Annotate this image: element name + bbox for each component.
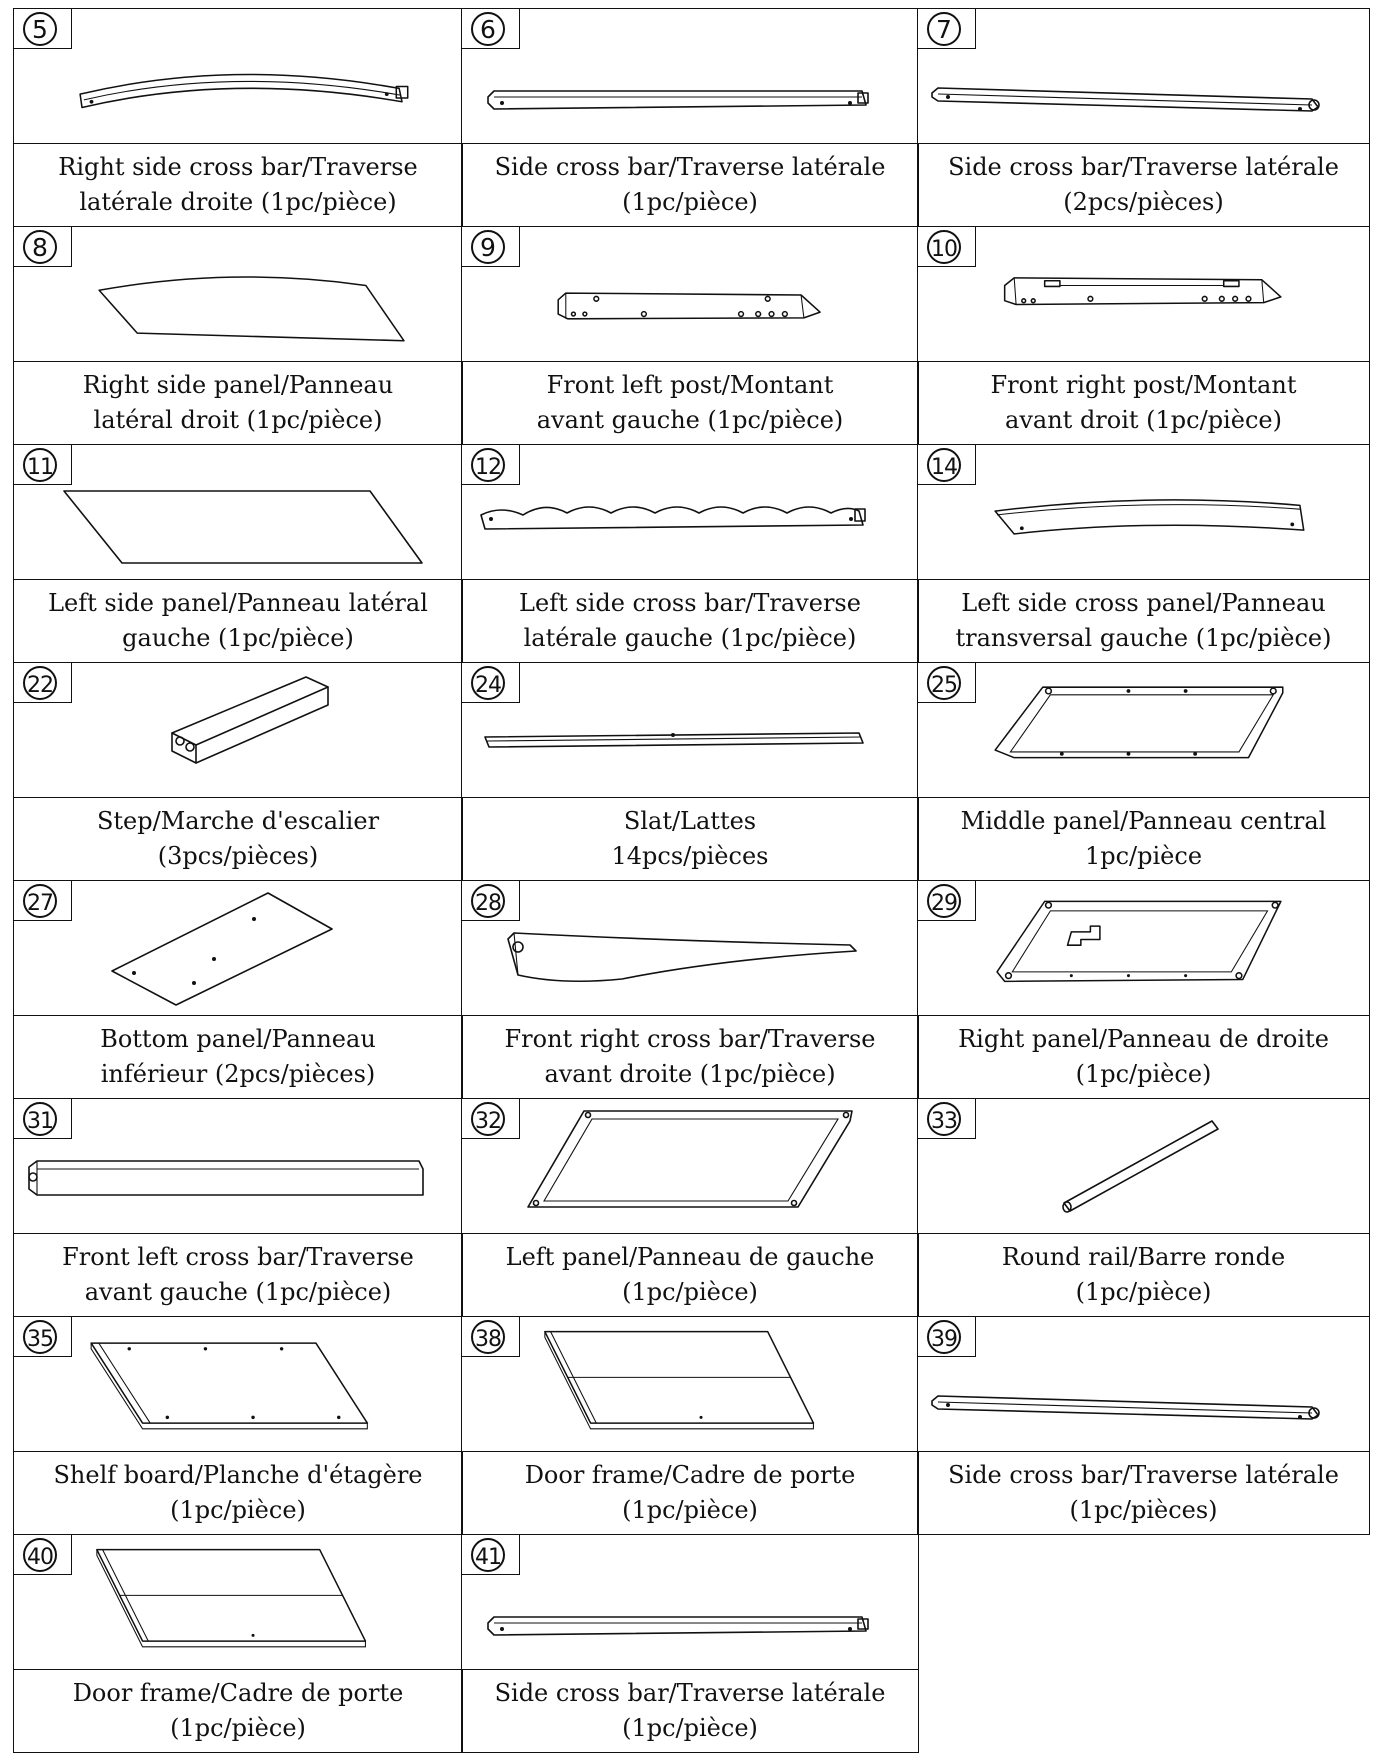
part-cell-11	[13, 444, 463, 663]
part-number: 7	[936, 15, 952, 44]
part-quantity-line: avant droite (1pc/pièce)	[544, 1060, 836, 1088]
part-quantity-line: (1pc/pièce)	[622, 188, 758, 216]
part-caption	[13, 1670, 463, 1753]
part-quantity-line: latérale gauche (1pc/pièce)	[523, 624, 857, 652]
part-illustration-area	[461, 8, 919, 144]
part-cell-10	[917, 226, 1370, 445]
part-number: 6	[480, 15, 496, 44]
part-illustration-area	[917, 880, 1370, 1016]
part-caption	[461, 144, 919, 227]
part-name-line-1: Door frame/Cadre de porte	[524, 1461, 856, 1489]
part-name-line-1: Side cross bar/Traverse latérale	[948, 1461, 1339, 1489]
part-cell-8	[13, 226, 463, 445]
slat-icon	[462, 671, 892, 791]
part-quantity-line: (1pc/pièces)	[1069, 1496, 1218, 1524]
part-quantity-line: (1pc/pièce)	[1075, 1060, 1212, 1088]
part-cell-40	[13, 1534, 463, 1753]
part-cell-24	[461, 662, 919, 881]
part-name-line-1: Right panel/Panneau de droite	[958, 1025, 1329, 1053]
part-quantity-line: gauche (1pc/pièce)	[122, 624, 354, 652]
curved-side-panel-icon	[42, 235, 442, 355]
part-number: 25	[931, 673, 957, 698]
part-name-line-1: Right side cross bar/Traverse	[58, 153, 418, 181]
part-caption	[461, 1234, 919, 1317]
curved-cross-bar-icon	[42, 17, 442, 137]
part-cell-33	[917, 1098, 1370, 1317]
part-caption	[917, 362, 1370, 445]
part-name-line-1: Step/Marche d'escalier	[96, 807, 380, 835]
part-name-line-1: Front left cross bar/Traverse	[62, 1243, 414, 1271]
part-illustration-area	[461, 880, 919, 1016]
part-name-line-1: Left panel/Panneau de gauche	[505, 1243, 875, 1271]
part-caption	[13, 1452, 463, 1535]
part-number: 24	[475, 673, 501, 698]
part-cell-6	[461, 8, 919, 227]
bottom-sheet-icon	[14, 889, 434, 1009]
parts-grid	[13, 8, 1370, 1745]
part-cell-35	[13, 1316, 463, 1535]
part-caption	[13, 362, 463, 445]
part-number: 12	[475, 455, 501, 480]
part-number: 28	[475, 891, 501, 916]
post-icon	[482, 235, 882, 355]
part-number: 10	[931, 237, 957, 262]
part-illustration-area	[13, 444, 463, 580]
part-illustration-area	[461, 444, 919, 580]
part-number: 31	[27, 1109, 53, 1134]
part-cell-39	[917, 1316, 1370, 1535]
part-number: 11	[27, 455, 53, 480]
part-number: 14	[931, 455, 957, 480]
arched-cross-panel-icon	[938, 453, 1338, 573]
part-quantity-line: inférieur (2pcs/pièces)	[100, 1060, 376, 1088]
part-caption	[461, 798, 919, 881]
part-illustration-area	[13, 662, 463, 798]
part-quantity-line: 14pcs/pièces	[611, 842, 769, 870]
door-frame-icon	[482, 1325, 882, 1445]
part-name-line-1: Front right post/Montant	[990, 371, 1297, 399]
part-illustration-area	[917, 8, 1370, 144]
part-name-line-1: Front right cross bar/Traverse	[504, 1025, 876, 1053]
part-quantity-line: (1pc/pièce)	[170, 1714, 306, 1742]
part-cell-14	[917, 444, 1370, 663]
part-illustration-area	[917, 444, 1370, 580]
frame-panel-icon	[938, 671, 1338, 791]
part-quantity-line: avant droit (1pc/pièce)	[1005, 406, 1282, 434]
part-cell-28	[461, 880, 919, 1099]
round-rail-icon	[928, 1107, 1348, 1227]
part-quantity-line: (1pc/pièce)	[1075, 1278, 1212, 1306]
part-quantity-line: 1pc/pièce	[1084, 842, 1203, 870]
part-illustration-area	[461, 1534, 919, 1670]
shelf-board-icon	[34, 1325, 434, 1445]
door-frame-icon	[34, 1543, 434, 1663]
part-caption	[461, 580, 919, 663]
wavy-cross-bar-icon	[462, 453, 892, 573]
part-caption	[13, 144, 463, 227]
part-number: 32	[475, 1109, 501, 1134]
part-illustration-area	[13, 1316, 463, 1452]
part-name-line-1: Side cross bar/Traverse latérale	[494, 153, 886, 181]
frame-with-notch-icon	[938, 889, 1338, 1009]
part-number: 40	[27, 1545, 53, 1570]
part-quantity-line: (1pc/pièce)	[622, 1496, 758, 1524]
part-quantity-line: (2pcs/pièces)	[1063, 188, 1224, 216]
straight-cross-bar-icon	[470, 1543, 890, 1663]
part-cell-7	[917, 8, 1370, 227]
part-illustration-area	[13, 8, 463, 144]
part-quantity-line: latérale droite (1pc/pièce)	[79, 188, 397, 216]
part-cell-12	[461, 444, 919, 663]
part-caption	[917, 1016, 1370, 1099]
part-name-line-1: Front left post/Montant	[546, 371, 834, 399]
part-number: 39	[931, 1327, 957, 1352]
part-caption	[917, 580, 1370, 663]
part-caption	[461, 1452, 919, 1535]
part-cell-9	[461, 226, 919, 445]
thin-cross-bar-icon	[918, 1325, 1338, 1445]
part-quantity-line: avant gauche (1pc/pièce)	[536, 406, 844, 434]
part-caption	[13, 1234, 463, 1317]
part-cell-25	[917, 662, 1370, 881]
open-frame-icon	[472, 1107, 892, 1227]
part-number: 27	[27, 891, 53, 916]
part-caption	[461, 1670, 919, 1753]
part-illustration-area	[13, 1098, 463, 1234]
part-quantity-line: transversal gauche (1pc/pièce)	[955, 624, 1332, 652]
straight-cross-bar-icon	[470, 17, 890, 137]
part-caption	[917, 798, 1370, 881]
part-caption	[917, 1452, 1370, 1535]
part-caption	[917, 144, 1370, 227]
part-name-line-1: Door frame/Cadre de porte	[72, 1679, 404, 1707]
part-caption	[917, 1234, 1370, 1317]
part-illustration-area	[917, 226, 1370, 362]
part-caption	[461, 1016, 919, 1099]
part-illustration-area	[917, 1098, 1370, 1234]
part-cell-27	[13, 880, 463, 1099]
part-name-line-1: Left side panel/Panneau latéral	[48, 589, 428, 617]
part-quantity-line: (1pc/pièce)	[622, 1278, 758, 1306]
part-number: 38	[475, 1327, 501, 1352]
part-name-line-1: Round rail/Barre ronde	[1001, 1243, 1286, 1271]
part-illustration-area	[461, 1098, 919, 1234]
long-beam-icon	[14, 1107, 444, 1227]
part-illustration-area	[917, 662, 1370, 798]
part-name-line-1: Slat/Lattes	[623, 807, 757, 835]
part-illustration-area	[461, 662, 919, 798]
part-name-line-1: Left side cross bar/Traverse	[519, 589, 861, 617]
part-number: 41	[475, 1545, 501, 1570]
step-box-icon	[34, 667, 454, 787]
part-quantity-line: (1pc/pièce)	[170, 1496, 306, 1524]
part-illustration-area	[13, 226, 463, 362]
curved-beam-icon	[472, 889, 892, 1009]
part-name-line-1: Side cross bar/Traverse latérale	[494, 1679, 886, 1707]
part-name-line-1: Right side panel/Panneau	[82, 371, 394, 399]
part-number: 9	[480, 233, 496, 262]
flat-panel-icon	[24, 447, 444, 567]
part-illustration-area	[13, 1534, 463, 1670]
part-number: 35	[27, 1327, 53, 1352]
part-caption	[13, 798, 463, 881]
part-caption	[13, 580, 463, 663]
part-number: 33	[931, 1109, 957, 1134]
part-name-line-1: Middle panel/Panneau central	[960, 807, 1327, 835]
part-cell-31	[13, 1098, 463, 1317]
part-illustration-area	[13, 880, 463, 1016]
part-number: 5	[32, 15, 48, 44]
part-number: 22	[27, 673, 53, 698]
part-caption	[461, 362, 919, 445]
part-cell-32	[461, 1098, 919, 1317]
part-name-line-1: Bottom panel/Panneau	[100, 1025, 376, 1053]
part-illustration-area	[917, 1316, 1370, 1452]
part-quantity-line: (1pc/pièce)	[622, 1714, 758, 1742]
part-quantity-line: latéral droit (1pc/pièce)	[93, 406, 383, 434]
part-cell-29	[917, 880, 1370, 1099]
part-cell-22	[13, 662, 463, 881]
part-quantity-line: (3pcs/pièces)	[157, 842, 319, 870]
part-cell-38	[461, 1316, 919, 1535]
part-caption	[13, 1016, 463, 1099]
part-number: 29	[931, 891, 957, 916]
part-name-line-1: Shelf board/Planche d'étagère	[53, 1461, 423, 1489]
part-cell-5	[13, 8, 463, 227]
part-number: 8	[32, 233, 48, 262]
slotted-post-icon	[938, 235, 1338, 355]
part-illustration-area	[461, 1316, 919, 1452]
part-name-line-1: Left side cross panel/Panneau	[961, 589, 1326, 617]
part-illustration-area	[461, 226, 919, 362]
part-name-line-1: Side cross bar/Traverse latérale	[948, 153, 1339, 181]
thin-cross-bar-icon	[918, 17, 1338, 137]
part-quantity-line: avant gauche (1pc/pièce)	[84, 1278, 392, 1306]
part-cell-41	[461, 1534, 919, 1753]
